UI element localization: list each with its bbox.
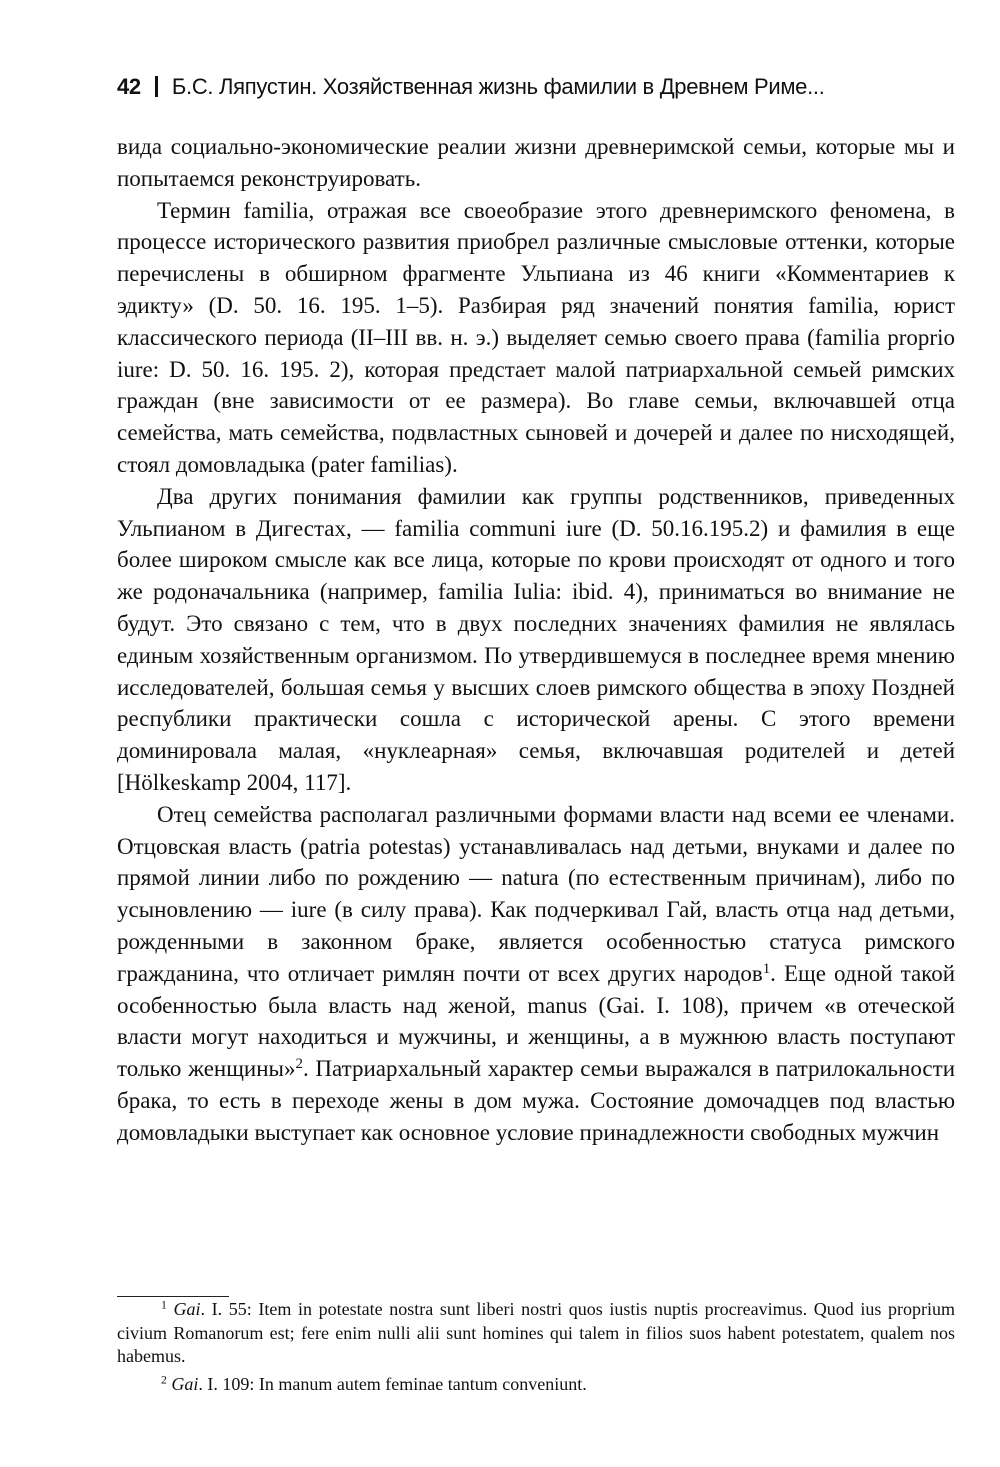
paragraph-text-part: . Патриархальный характер семьи выражался в патрилокальности брака, то есть в переходе жены в дом мужа. Состояние домочадцев под властью домовладыки выступает как основное условие принадлежности свободных мужчин xyxy=(117,1056,955,1145)
paragraph-text-part: . Еще одной такой особенностью была власть над женой, manus (Gai. I. 108), причем «в отеческой власти могут находиться и мужчины, и женщины, а в мужнюю власть поступают только женщины» xyxy=(117,960,956,1082)
footnote-source: Gai xyxy=(173,1299,201,1319)
footnote-2 xyxy=(117,1373,955,1397)
paragraph-continued: вида социально-экономические реалии жизни древнеримской семьи, которые мы и попытаемся реконструировать. xyxy=(117,134,955,191)
footnote-ref-2[interactable]: 2 xyxy=(295,1055,303,1072)
footnote-separator xyxy=(117,1296,229,1297)
footnote-text: . I. 109: In manum autem feminae tantum conveniunt. xyxy=(198,1373,587,1394)
footnote-text: . I. 55: Item in potestate nostra sunt liberi nostri quos iustis nuptis procreavimus. Quod ius proprium civium Romanorum est; fere enim nulli alii sunt homines qui talem in filios suos habent potestatem, qualem nos habemus. xyxy=(117,1299,956,1366)
footnote-number: 2 xyxy=(161,1373,167,1387)
footnote-1 xyxy=(117,1298,955,1369)
paragraph-other-meanings: Два других понимания фамилии как группы родственников, приведенных Ульпианом в Дигестах, — familia communi iure (D. 50.16.195.2) и фамилия в еще более широком смысле как все лица, которые по крови происходят от одного и того же родоначальника (например, familia Iulia: ibid. 4), приниматься во внимание не будут. Это связано с тем, что в двух последних значениях фамилия не являлась единым хозяйственным организмом. По утвердившемуся в последнее время мнению исследователей, большая семья у высших слоев римского общества в эпоху Поздней республики практически сошла с исторической арены. С этого времени доминировала малая, «нуклеарная» семья, включавшая родителей и детей [Hölkeskamp 2004, 117]. xyxy=(117,483,955,795)
footnotes xyxy=(117,1298,955,1400)
footnote-ref-1[interactable]: 1 xyxy=(762,960,771,977)
running-header xyxy=(117,72,967,102)
page-number: 42 xyxy=(117,74,141,99)
paragraph-text-part: Отец семейства располагал различными формами власти над всеми ее членами. Отцовская власть (patria potestas) устанавливалась над детьми, внуками и далее по прямой линии либо по рождению — natura (по естественным причинам), либо по усыновлению — iure (в силу права). Как подчеркивал Гай, власть отца над детьми, рожденными в законном браке, является особенностью статуса римского гражданина, что отличает римлян почти от всех других народов xyxy=(117,801,955,986)
paragraph-pater-familias xyxy=(117,799,955,1149)
footnote-number: 1 xyxy=(161,1298,167,1312)
main-text xyxy=(117,131,955,1149)
paragraph-familia-term: Термин familia, отражая все своеобразие этого древнеримского феномена, в процессе исторического развития приобрел различные смысловые оттенки, которые перечислены в обширном фрагменте Ульпиана из 46 книги «Комментариев к эдикту» (D. 50. 16. 195. 1–5). Разбирая ряд значений понятия familia, юрист классического периода (II–III вв. н. э.) выделяет семью своего права (familia proprio iure: D. 50. 16. 195. 2), которая предстает малой патриархальной семьей римских граждан (вне зависимости от ее размера). Во главе семьи, включавшей отца семейства, мать семейства, подвластных сыновей и дочерей и далее по нисходящей, стоял домовладыка (pater familias). xyxy=(117,197,955,477)
footnote-source: Gai xyxy=(171,1373,199,1394)
running-title: Б.С. Ляпустин. Хозяйственная жизнь фамилии в Древнем Риме... xyxy=(171,74,825,99)
header-divider xyxy=(155,76,158,97)
